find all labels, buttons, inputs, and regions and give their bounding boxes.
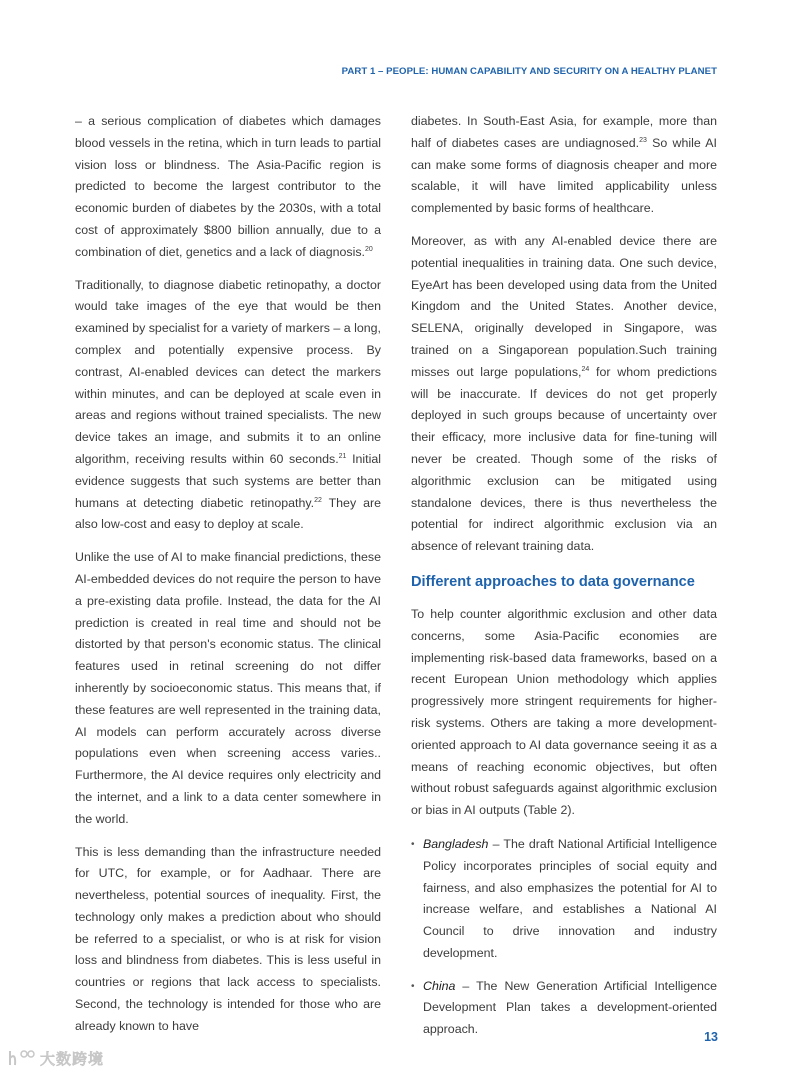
- page-number: 13: [704, 1030, 718, 1044]
- watermark-logo-icon: [6, 1048, 36, 1068]
- right-column: [411, 111, 717, 1052]
- running-header: PART 1 – PEOPLE: HUMAN CAPABILITY AND SECURITY ON A HEALTHY PLANET: [341, 66, 717, 77]
- country-bullet-list: [411, 834, 717, 1041]
- bullet-icon: •: [411, 838, 415, 850]
- footnote-ref[interactable]: 24: [581, 365, 590, 373]
- paragraph-diabetes-burden: – a serious complication of diabetes which damages blood vessels in the retina, which in turn leads to partial vision loss or blindness. The Asia-Pacific region is predicted to become the largest contributor to the economic burden of diabetes by the 2030s, with a total cost of approximately $800 billion annually, due to a combination of diet, genetics and a lack of diagnosis.$^{20}$: [75, 114, 381, 259]
- bullet-icon: •: [411, 980, 415, 992]
- paragraph-inequality-sources: This is less demanding than the infrastructure needed for UTC, for example, or for Aadhaar. There are nevertheless, potential sources of inequality. First, the technology only makes a prediction about who should be referred to a specialist, or who is at risk for vision loss and blindness from diabetes. This is less useful in countries or regions that lack access to specialists. Second, the technology is intended for those who are already known to have: [75, 844, 381, 1033]
- section-heading: Different approaches to data governance: [411, 573, 695, 590]
- paragraph-ai-embedded-devices: Unlike the use of AI to make financial predictions, these AI-embedded devices do not require the person to have a pre-existing data profile. Instead, the data for the AI prediction is created in real time and should not be distorted by that person's economic status. The clinical features used in retinal screening do not differ inherently by socioeconomic status. This means that, if these features are well represented in the training data, AI models can perform accurately across diverse populations even when screening access varies.. Furthermore, the AI device requires only electricity and the internet, and a link to a data center somewhere in the world.: [75, 550, 381, 826]
- footnote-ref[interactable]: 23: [639, 136, 647, 144]
- paragraph-training-data-inequalities: Moreover, as with any AI-enabled device there are potential inequalities in training data. One such device, EyeArt has been developed using data from the United Kingdom and the United States. Another device, SELENA, originally developed in Singapore, was trained on a Singaporean population.Such training misses out large populations,$^{24}$ for whom predictions will be inaccurate. If devices do not get properly deployed in such groups because of uncertainty over their efficacy, more inclusive data for fine-tuning will never be created. Though some of the risks of algorithmic exclusion can be mitigated using standalone devices, there is thus nevertheless the potential for indirect algorithmic exclusion via an absence of relevant training data.: [411, 233, 718, 554]
- country-name: Bangladesh: [423, 836, 489, 851]
- paragraph-undiagnosed: diabetes. In South-East Asia, for example, more than half of diabetes cases are undiagnosed.$^{23}$ So while AI can make some forms of diagnosis cheaper and more scalable, it will have limited applicability unless complemented by basic forms of healthcare.: [411, 114, 717, 216]
- footnote-ref[interactable]: 21: [338, 452, 347, 460]
- footnote-ref[interactable]: 22: [314, 496, 322, 504]
- watermark: [6, 1047, 104, 1069]
- list-item-bangladesh: • Bangladesh – The draft National Artificial Intelligence Policy incorporates principles of social equity and fairness, and also emphasizes the potential for AI to increase welfare, and establishes a National AI Council to drive innovation and industry development.: [411, 834, 717, 965]
- footnote-ref[interactable]: 20: [364, 245, 373, 253]
- country-name: China: [423, 978, 456, 993]
- paragraph-retinopathy-diagnosis: Traditionally, to diagnose diabetic retinopathy, a doctor would take images of the eye that would be then examined by specialist for a variety of markers – a long, complex and potentially expensive process. By contrast, AI-enabled devices can detect the markers within minutes, and can be deployed at scale even in areas and regions without trained specialists. The new device takes an image, and submits it to an online algorithm, receiving results within 60 seconds.$^{21}$ Initial evidence suggests that such systems are better than humans at detecting diabetic retinopathy.$^{22}$ They are also low-cost and easy to deploy at scale.: [75, 277, 382, 532]
- left-column: [75, 111, 381, 1049]
- watermark-text: 大数跨境: [40, 1049, 105, 1068]
- list-item-china: • China – The New Generation Artificial Intelligence Development Plan takes a development-oriented approach.: [411, 976, 717, 1041]
- paragraph-data-frameworks: To help counter algorithmic exclusion and other data concerns, some Asia-Pacific economies are implementing risk-based data frameworks, based on a recent European Union methodology which applies progressively more stringent requirements for higher-risk systems. Others are taking a more development-oriented approach to AI data governance seeing it as a means of reaching economic objectives, but often without robust safeguards against algorithmic exclusion or bias in AI outputs (Table 2).: [411, 606, 717, 818]
